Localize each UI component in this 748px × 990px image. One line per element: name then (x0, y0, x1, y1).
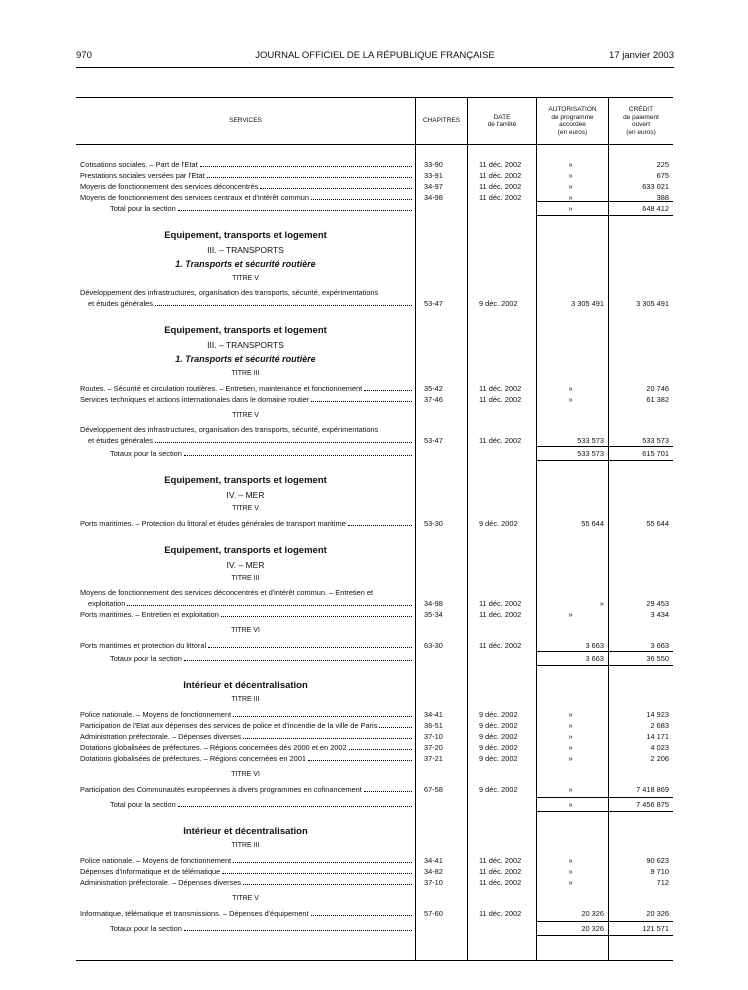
row-label (80, 640, 412, 651)
table-row (76, 394, 673, 405)
credit-cell: 7 418 869 (636, 785, 669, 794)
table-row (76, 181, 673, 192)
leader-dots (155, 298, 412, 306)
row-label-text: et études générales (88, 436, 153, 445)
leader-dots (260, 181, 412, 189)
chapitre-cell: 34-97 (424, 182, 443, 191)
total-rule (537, 201, 673, 202)
row-label-text: Prestations sociales versées par l'Etat (80, 171, 205, 180)
leader-dots (308, 753, 412, 761)
row-label-text: Participation des Communautés européennes à divers programmes en cofinancement (80, 785, 362, 794)
issue-date: 17 janvier 2003 (609, 50, 674, 61)
row-label (80, 784, 412, 795)
table-row (76, 383, 673, 394)
section-heading: Equipement, transports et logement (164, 325, 327, 336)
credit-cell: 2 206 (650, 754, 669, 763)
credit-cell: 90 623 (646, 856, 669, 865)
date-cell: 11 déc. 2002 (479, 878, 522, 887)
row-label (80, 709, 412, 720)
leader-dots (233, 709, 412, 717)
total-row (76, 923, 673, 934)
row-label: Développement des infrastructures, organisation des transports, sécurité, expérimentations (80, 288, 379, 297)
table-row (76, 170, 673, 181)
column-header-credit (609, 98, 673, 144)
table-row (76, 588, 673, 609)
credit-cell: 36 550 (646, 654, 669, 663)
chapitre-cell: 37-10 (424, 732, 443, 741)
row-label-text: Informatique, télématique et transmissions. – Dépenses d'équipement (80, 909, 309, 918)
chapitre-cell: 57-60 (424, 909, 443, 918)
date-cell: 11 déc. 2002 (479, 436, 522, 445)
header-line: de programme (551, 113, 594, 121)
leader-dots (178, 203, 412, 211)
leader-dots (207, 170, 412, 178)
credit-cell: 3 663 (650, 641, 669, 650)
total-rule (537, 811, 673, 812)
row-label-continued (88, 298, 412, 309)
table-row (76, 753, 673, 764)
row-label-text: Moyens de fonctionnement des services déconcentrés (80, 182, 259, 191)
chapitre-cell: 53-30 (424, 519, 443, 528)
titre-heading: TITRE V (232, 275, 259, 282)
row-label (80, 742, 412, 753)
credit-cell: 121 571 (642, 924, 669, 933)
date-cell: 11 déc. 2002 (479, 599, 522, 608)
spacer (76, 309, 673, 323)
autorisation-cell: » (568, 856, 573, 865)
row-label-text: Dotations globalisées de préfectures. – Régions concernées dès 2000 et en 2002 (80, 743, 347, 752)
header-rule (76, 67, 674, 68)
leader-dots (364, 383, 412, 391)
leader-dots (348, 518, 412, 526)
section-heading: IV. – MER (226, 560, 265, 570)
chapitre-cell: 33-91 (424, 171, 443, 180)
date-cell: 11 déc. 2002 (479, 867, 522, 876)
date-cell: 9 déc. 2002 (479, 721, 518, 730)
credit-cell: 61 382 (646, 395, 669, 404)
credit-cell: 20 326 (646, 909, 669, 918)
row-label (110, 448, 412, 459)
section-heading: Equipement, transports et logement (164, 475, 327, 486)
row-label (110, 653, 412, 664)
column-header-chapitres: CHAPITRES (422, 117, 461, 125)
total-rule (537, 665, 673, 666)
leader-dots (233, 855, 412, 863)
row-label-text: Administration préfectorale. – Dépenses diverses (80, 732, 242, 741)
header-line: de paiement (623, 113, 659, 121)
credit-cell: 20 746 (646, 384, 669, 393)
date-cell: 9 déc. 2002 (479, 519, 518, 528)
leader-dots (364, 784, 412, 792)
chapitre-cell: 53-47 (424, 299, 443, 308)
date-cell: 11 déc. 2002 (479, 160, 522, 169)
spacer (76, 810, 673, 824)
header-line: DATE (493, 113, 511, 121)
table-row (76, 908, 673, 919)
date-cell: 9 déc. 2002 (479, 785, 518, 794)
row-label-text: Police nationale. – Moyens de fonctionnement (80, 856, 232, 865)
titre-heading: TITRE III (231, 842, 260, 849)
total-rule (537, 215, 673, 216)
section-heading: Intérieur et décentralisation (183, 826, 308, 837)
chapitre-cell: 34-41 (424, 856, 443, 865)
autorisation-cell: » (599, 599, 604, 608)
row-label-text: Cotisations sociales. – Part de l'Etat (80, 160, 198, 169)
total-rule (537, 446, 673, 447)
credit-cell: 388 (656, 193, 669, 202)
row-label (80, 866, 412, 877)
row-label-text: Totaux pour la section (110, 654, 182, 663)
row-label (80, 877, 412, 888)
table-row (76, 288, 673, 309)
total-row (76, 799, 673, 810)
row-label: Moyens de fonctionnement des services déconcentrés et d'intérêt commun. – Entretien et (80, 588, 374, 597)
autorisation-cell: » (568, 732, 573, 741)
table-row (76, 877, 673, 888)
autorisation-cell: 20 326 (581, 924, 604, 933)
autorisation-cell: » (568, 395, 573, 404)
row-label (80, 192, 412, 203)
titre-heading: TITRE VI (231, 627, 260, 634)
row-label-text: exploitation (88, 599, 126, 608)
date-cell: 9 déc. 2002 (479, 743, 518, 752)
row-label (80, 753, 412, 764)
budget-table (76, 97, 673, 961)
chapitre-cell: 35-42 (424, 384, 443, 393)
leader-dots (243, 731, 412, 739)
row-label-text: Dotations globalisées de préfectures. – Régions concernées en 2001 (80, 754, 306, 763)
chapitre-cell: 37-10 (424, 878, 443, 887)
leader-dots (184, 923, 412, 931)
row-label (80, 383, 412, 394)
autorisation-cell: » (568, 878, 573, 887)
chapitre-cell: 37-20 (424, 743, 443, 752)
leader-dots (184, 653, 412, 661)
autorisation-cell: » (568, 171, 573, 180)
total-rule (537, 651, 673, 652)
row-label (80, 908, 412, 919)
row-label-continued (88, 598, 412, 609)
total-rule (537, 935, 673, 936)
date-cell: 11 déc. 2002 (479, 856, 522, 865)
leader-dots (349, 742, 412, 750)
row-label-text: Police nationale. – Moyens de fonctionnement (80, 710, 232, 719)
row-label-text: Dépenses d'informatique et de télématique (80, 867, 221, 876)
spacer (76, 145, 673, 159)
row-label (80, 855, 412, 866)
spacer (76, 459, 673, 473)
column-header-services: SERVICES (229, 117, 262, 125)
header-line: CRÉDIT (628, 106, 654, 113)
table-row (76, 159, 673, 170)
row-label (80, 609, 412, 620)
total-rule (537, 797, 673, 798)
leader-dots (311, 908, 412, 916)
spacer (76, 529, 673, 543)
autorisation-cell: » (568, 754, 573, 763)
credit-cell: 4 023 (650, 743, 669, 752)
date-cell: 9 déc. 2002 (479, 732, 518, 741)
leader-dots (208, 640, 412, 648)
header-line: accordée (559, 121, 586, 128)
chapitre-cell: 35-34 (424, 610, 443, 619)
autorisation-cell: » (568, 800, 573, 809)
row-label-text: Services techniques et actions internationales dans le domaine routier (80, 395, 310, 404)
autorisation-cell: » (568, 204, 573, 213)
chapitre-cell: 34-98 (424, 193, 443, 202)
autorisation-cell: » (568, 193, 573, 202)
table-row (76, 425, 673, 446)
journal-title: JOURNAL OFFICIEL DE LA RÉPUBLIQUE FRANÇAISE (255, 50, 495, 61)
leader-dots (127, 598, 412, 606)
column-header-autorisation (537, 98, 608, 144)
table-row (76, 742, 673, 753)
total-row (76, 448, 673, 459)
row-label-text: Ports maritimes et protection du littoral (80, 641, 207, 650)
chapitre-cell: 34-82 (424, 867, 443, 876)
section-heading: III. – TRANSPORTS (207, 340, 284, 350)
row-label (80, 394, 412, 405)
date-cell: 11 déc. 2002 (479, 182, 522, 191)
row-label (110, 799, 412, 810)
autorisation-cell: » (568, 710, 573, 719)
row-label-text: Total pour la section (110, 204, 176, 213)
header-line: (en euros) (557, 128, 588, 136)
row-label (80, 720, 412, 731)
spacer (76, 664, 673, 678)
autorisation-cell: » (568, 867, 573, 876)
credit-cell: 533 573 (642, 436, 669, 445)
row-label (80, 518, 412, 529)
date-cell: 11 déc. 2002 (479, 641, 522, 650)
date-cell: 11 déc. 2002 (479, 171, 522, 180)
chapitre-cell: 67-58 (424, 785, 443, 794)
leader-dots (222, 866, 412, 874)
leader-dots (311, 192, 412, 200)
leader-dots (311, 394, 412, 402)
credit-cell: 29 453 (646, 599, 669, 608)
credit-cell: 2 683 (650, 721, 669, 730)
row-label-text: Totaux pour la section (110, 924, 182, 933)
spacer (76, 214, 673, 228)
date-cell: 11 déc. 2002 (479, 193, 522, 202)
row-label (110, 923, 412, 934)
autorisation-cell: 533 573 (577, 449, 604, 458)
table-row (76, 720, 673, 731)
row-label: Développement des infrastructures, organisation des transports, sécurité, expérimentations (80, 425, 379, 434)
credit-cell: 3 434 (650, 610, 669, 619)
row-label (80, 181, 412, 192)
row-label (80, 159, 412, 170)
row-label-continued (88, 435, 412, 446)
autorisation-cell: » (568, 721, 573, 730)
row-label-text: Ports maritimes. – Protection du littoral et études générales de transport maritime (80, 519, 346, 528)
autorisation-cell: » (568, 182, 573, 191)
credit-cell: 7 456 875 (636, 800, 669, 809)
titre-heading: TITRE V (232, 895, 259, 902)
autorisation-cell: » (568, 610, 573, 619)
table-row (76, 518, 673, 529)
table-row (76, 709, 673, 720)
section-heading: 1. Transports et sécurité routière (175, 259, 316, 269)
date-cell: 11 déc. 2002 (479, 610, 522, 619)
autorisation-cell: » (568, 785, 573, 794)
titre-heading: TITRE VI (231, 771, 260, 778)
table-row (76, 640, 673, 651)
autorisation-cell: 3 663 (585, 641, 604, 650)
credit-cell: 14 171 (646, 732, 669, 741)
row-label-text: Administration préfectorale. – Dépenses diverses (80, 878, 242, 887)
row-label-text: et études générales (88, 299, 153, 308)
section-heading: Intérieur et décentralisation (183, 680, 308, 691)
table-row (76, 731, 673, 742)
total-row (76, 653, 673, 664)
row-label (110, 203, 412, 214)
table-row (76, 609, 673, 620)
credit-cell: 675 (656, 171, 669, 180)
table-row (76, 784, 673, 795)
row-label-text: Participation de l'Etat aux dépenses des services de police et d'incendie de la ville de Paris (80, 721, 378, 730)
chapitre-cell: 33-90 (424, 160, 443, 169)
page-number: 970 (76, 50, 92, 61)
leader-dots (155, 435, 412, 443)
autorisation-cell: 20 326 (581, 909, 604, 918)
total-rule (537, 921, 673, 922)
row-label-text: Moyens de fonctionnement des services centraux et d'intérêt commun (80, 193, 309, 202)
total-rule (537, 460, 673, 461)
table-body (76, 145, 673, 934)
autorisation-cell: » (568, 384, 573, 393)
chapitre-cell: 34-98 (424, 599, 443, 608)
row-label-text: Ports maritimes. – Entretien et exploitation (80, 610, 219, 619)
header-line: ouvert (631, 121, 651, 128)
autorisation-cell: 3 305 491 (571, 299, 604, 308)
row-label-text: Totaux pour la section (110, 449, 182, 458)
chapitre-cell: 37-46 (424, 395, 443, 404)
table-row (76, 866, 673, 877)
date-cell: 9 déc. 2002 (479, 754, 518, 763)
credit-cell: 648 412 (642, 204, 669, 213)
credit-cell: 55 644 (646, 519, 669, 528)
chapitre-cell: 53-47 (424, 436, 443, 445)
date-cell: 11 déc. 2002 (479, 395, 522, 404)
section-heading: IV. – MER (226, 490, 265, 500)
total-row (76, 203, 673, 214)
section-heading: III. – TRANSPORTS (207, 245, 284, 255)
section-heading: Equipement, transports et logement (164, 230, 327, 241)
credit-cell: 633 021 (642, 182, 669, 191)
leader-dots (184, 448, 412, 456)
row-label-text: Total pour la section (110, 800, 176, 809)
credit-cell: 712 (656, 878, 669, 887)
chapitre-cell: 37-21 (424, 754, 443, 763)
date-cell: 9 déc. 2002 (479, 710, 518, 719)
credit-cell: 225 (656, 160, 669, 169)
date-cell: 9 déc. 2002 (479, 299, 518, 308)
leader-dots (379, 720, 412, 728)
header-line: de l'arrêté (487, 121, 517, 128)
leader-dots (178, 799, 412, 807)
autorisation-cell: 3 663 (585, 654, 604, 663)
titre-heading: TITRE V (232, 505, 259, 512)
leader-dots (200, 159, 412, 167)
credit-cell: 3 305 491 (636, 299, 669, 308)
date-cell: 11 déc. 2002 (479, 909, 522, 918)
titre-heading: TITRE III (231, 696, 260, 703)
header-line: (en euros) (626, 128, 656, 136)
section-heading: 1. Transports et sécurité routière (175, 354, 316, 364)
section-heading: Equipement, transports et logement (164, 545, 327, 556)
autorisation-cell: 55 644 (581, 519, 604, 528)
titre-heading: TITRE III (231, 370, 260, 377)
table-row (76, 855, 673, 866)
column-header-date (468, 98, 536, 144)
header-line: AUTORISATION (548, 106, 597, 113)
chapitre-cell: 34-41 (424, 710, 443, 719)
row-label (80, 731, 412, 742)
row-label-text: Routes. – Sécurité et circulation routières. – Entretien, maintenance et fonctionnement (80, 384, 363, 393)
credit-cell: 615 701 (642, 449, 669, 458)
chapitre-cell: 36-51 (424, 721, 443, 730)
row-label (80, 170, 412, 181)
titre-heading: TITRE III (231, 575, 260, 582)
titre-heading: TITRE V (232, 412, 259, 419)
autorisation-cell: » (568, 743, 573, 752)
autorisation-cell: 533 573 (577, 436, 604, 445)
leader-dots (221, 609, 412, 617)
date-cell: 11 déc. 2002 (479, 384, 522, 393)
credit-cell: 14 923 (646, 710, 669, 719)
autorisation-cell: » (568, 160, 573, 169)
chapitre-cell: 63-30 (424, 641, 443, 650)
leader-dots (243, 877, 412, 885)
page-header (76, 50, 674, 64)
credit-cell: 9 710 (650, 867, 669, 876)
